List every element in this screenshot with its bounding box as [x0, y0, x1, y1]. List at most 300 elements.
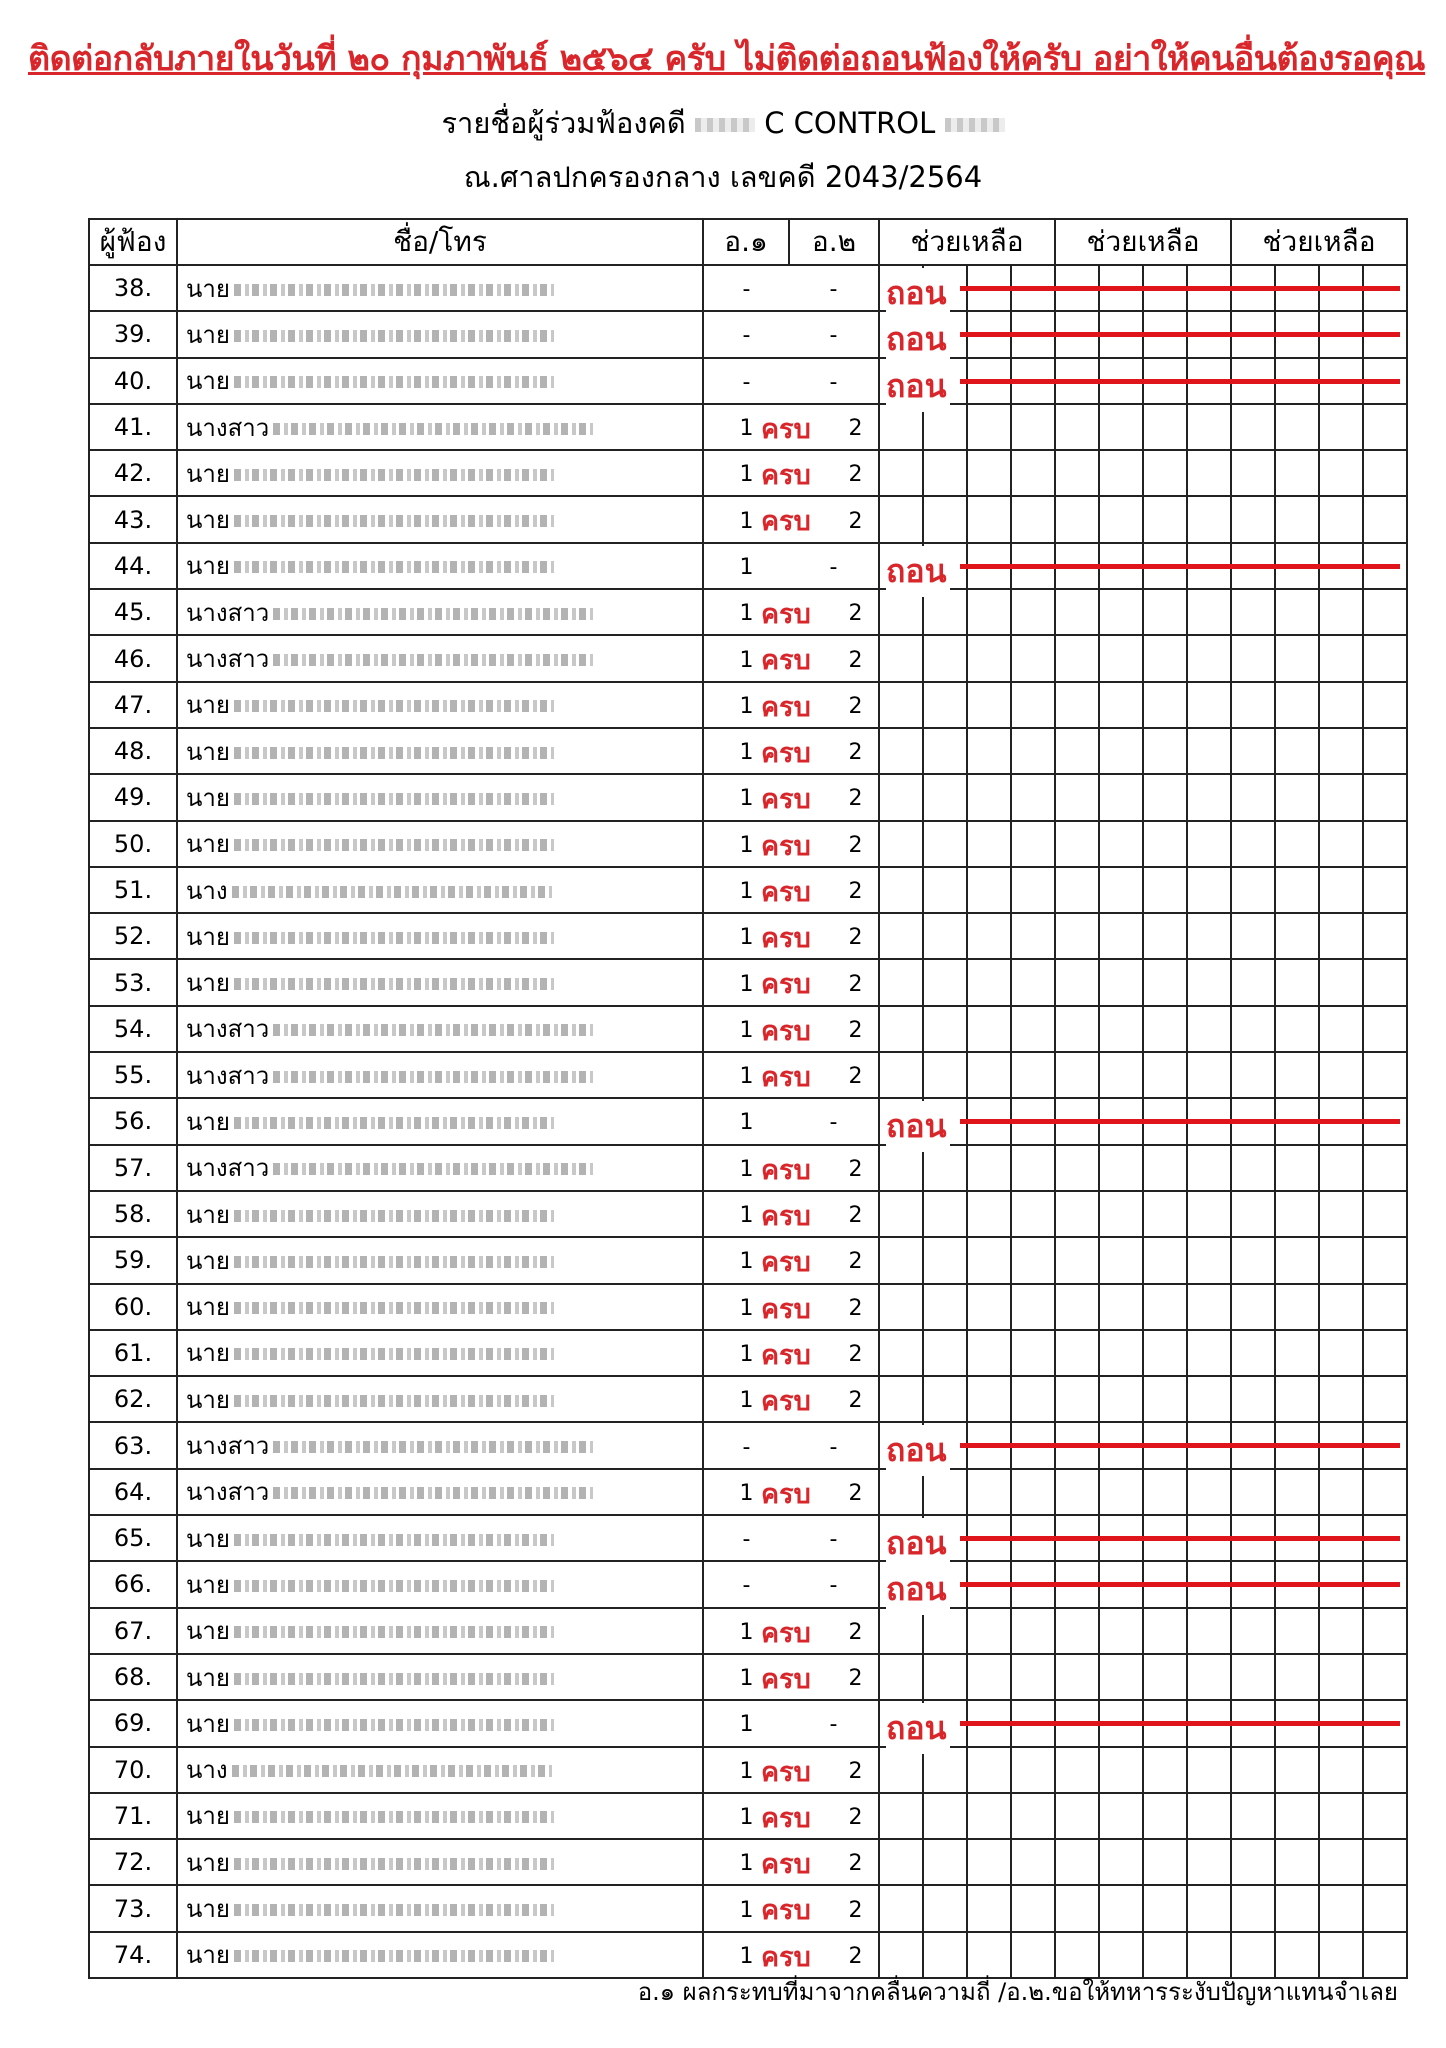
help-cell — [1143, 496, 1187, 542]
help-cell — [1319, 496, 1363, 542]
help-cell — [1099, 635, 1143, 681]
a1-value: 1 — [739, 1619, 754, 1645]
help-cell — [967, 1608, 1011, 1654]
withdraw-mark: ถอน — [886, 1564, 950, 1615]
redacted-name-phone — [234, 1302, 554, 1314]
help-cell — [967, 1654, 1011, 1700]
col-help-2: ช่วยเหลือ — [1055, 219, 1231, 265]
help-cell — [1055, 867, 1099, 913]
help-cell — [1187, 1191, 1231, 1237]
help-cell — [1099, 1006, 1143, 1052]
redacted-name-phone — [234, 1210, 554, 1222]
a2-cell — [761, 496, 879, 542]
a1-value: 1 — [739, 1897, 754, 1923]
table-row — [89, 1469, 1407, 1515]
complete-mark: ครบ — [761, 737, 811, 769]
a1-value: 1 — [739, 925, 754, 951]
redacted-name-phone — [234, 1117, 554, 1129]
title-prefix: นาย — [186, 1848, 230, 1877]
col-help-3: ช่วยเหลือ — [1231, 219, 1407, 265]
help-cell — [1143, 1469, 1187, 1515]
help-cell — [1055, 1145, 1099, 1191]
withdraw-mark: ถอน — [886, 1425, 950, 1476]
a2-cell — [789, 1700, 879, 1746]
help-cell — [1143, 450, 1187, 496]
help-cell — [1011, 682, 1055, 728]
help-cell — [1011, 913, 1055, 959]
redacted-name-phone — [234, 1719, 554, 1731]
plaintiff-number: 46. — [89, 635, 177, 681]
a2-cell — [789, 311, 879, 357]
plaintiff-table — [88, 218, 1408, 1979]
help-cell — [1363, 404, 1407, 450]
a2-value: 2 — [848, 1897, 863, 1923]
a1-value: 1 — [739, 1388, 754, 1414]
complete-mark: ครบ — [761, 830, 811, 862]
table-row — [89, 358, 1407, 404]
help-cell — [1099, 1469, 1143, 1515]
help-cell — [1275, 1608, 1319, 1654]
a2-cell — [761, 1793, 879, 1839]
help-cell — [1363, 450, 1407, 496]
complete-mark: ครบ — [761, 1015, 811, 1047]
plaintiff-number: 60. — [89, 1284, 177, 1330]
a1-value: 1 — [739, 832, 754, 858]
help-cell — [1011, 1376, 1055, 1422]
help-cell — [1055, 1237, 1099, 1283]
name-phone-cell — [177, 774, 703, 820]
help-cell — [1011, 821, 1055, 867]
help-cell — [1275, 1654, 1319, 1700]
table-row — [89, 1098, 1407, 1144]
a2-value: 2 — [848, 1203, 863, 1229]
a2-value: 2 — [848, 508, 863, 534]
table-header — [89, 219, 1407, 265]
help-cell — [1099, 404, 1143, 450]
table-row — [89, 543, 1407, 589]
help-cell — [967, 959, 1011, 1005]
help-cell — [1319, 1885, 1363, 1931]
help-cell — [1275, 913, 1319, 959]
help-cell — [1319, 404, 1363, 450]
a1-value: 1 — [739, 1480, 754, 1506]
help-cell — [1055, 496, 1099, 542]
help-cell — [967, 1469, 1011, 1515]
table-row — [89, 1376, 1407, 1422]
help-cell — [1143, 1006, 1187, 1052]
help-cell — [1231, 1284, 1275, 1330]
help-cell — [1011, 728, 1055, 774]
help-cell — [1099, 1608, 1143, 1654]
help-cell — [1187, 1330, 1231, 1376]
help-cell — [967, 1330, 1011, 1376]
table-row — [89, 1422, 1407, 1468]
help-cell — [923, 821, 967, 867]
help-cell — [1187, 1052, 1231, 1098]
table-row — [89, 682, 1407, 728]
strike-line — [960, 1582, 1400, 1587]
a2-cell — [761, 959, 879, 1005]
help-cell — [923, 1654, 967, 1700]
help-cell — [879, 1700, 947, 1748]
a1-value: 1 — [739, 508, 754, 534]
help-cell — [1363, 589, 1407, 635]
a1-value: 1 — [739, 1203, 754, 1229]
redacted-name-phone — [234, 561, 554, 573]
redacted-name-phone — [234, 515, 554, 527]
table-row — [89, 1237, 1407, 1283]
title-prefix: นาง — [186, 876, 228, 905]
help-cell — [1099, 1747, 1143, 1793]
help-cell — [1319, 774, 1363, 820]
a1-cell — [703, 1098, 789, 1144]
help-cell — [1319, 1608, 1363, 1654]
help-cell — [1055, 1747, 1099, 1793]
help-cell — [1319, 1376, 1363, 1422]
help-cell — [1231, 682, 1275, 728]
help-cell — [1319, 1469, 1363, 1515]
help-cell — [1143, 1839, 1187, 1885]
redacted-text — [695, 118, 755, 132]
help-cell — [1231, 1654, 1275, 1700]
help-cell — [1011, 1237, 1055, 1283]
help-cell — [1319, 728, 1363, 774]
help-cell — [1187, 959, 1231, 1005]
help-cell — [1363, 867, 1407, 913]
redacted-name-phone — [232, 886, 552, 898]
help-cell — [923, 682, 967, 728]
help-cell — [1231, 913, 1275, 959]
name-phone-cell — [177, 589, 703, 635]
help-cell — [1275, 496, 1319, 542]
help-cell — [1319, 1191, 1363, 1237]
plaintiff-number: 40. — [89, 358, 177, 404]
help-cell — [923, 1839, 967, 1885]
help-cell — [967, 821, 1011, 867]
name-phone-cell — [177, 450, 703, 496]
help-cell — [1011, 867, 1055, 913]
help-cell — [1275, 867, 1319, 913]
complete-mark: ครบ — [761, 1478, 811, 1510]
help-cell — [1275, 589, 1319, 635]
plaintiff-number: 39. — [89, 311, 177, 357]
help-cell — [1363, 728, 1407, 774]
a2-value: 2 — [848, 1295, 863, 1321]
help-cell — [1055, 1284, 1099, 1330]
help-cell — [1187, 1376, 1231, 1422]
help-cell — [1275, 1330, 1319, 1376]
help-cell — [1055, 821, 1099, 867]
title-prefix: นาย — [186, 1339, 230, 1368]
help-cell — [1099, 959, 1143, 1005]
a2-cell — [761, 1469, 879, 1515]
redacted-name-phone — [273, 1024, 593, 1036]
plaintiff-number: 49. — [89, 774, 177, 820]
complete-mark: ครบ — [761, 923, 811, 955]
table-row — [89, 635, 1407, 681]
a1-value: 1 — [739, 879, 754, 904]
help-cell — [1231, 1469, 1275, 1515]
help-cell — [1099, 867, 1143, 913]
title-prefix: นาย — [186, 1107, 230, 1136]
name-phone-cell — [177, 959, 703, 1005]
strike-line — [960, 332, 1400, 337]
help-cell — [1011, 496, 1055, 542]
help-cell — [1143, 1885, 1187, 1931]
redacted-name-phone — [273, 608, 593, 620]
table-row — [89, 774, 1407, 820]
plaintiff-number: 69. — [89, 1700, 177, 1746]
table-row — [89, 450, 1407, 496]
redacted-name-phone — [234, 1950, 554, 1962]
redacted-name-phone — [234, 1673, 554, 1685]
table-row — [89, 1608, 1407, 1654]
complete-mark: ครบ — [761, 1154, 811, 1186]
a2-value: 2 — [848, 1851, 863, 1877]
help-cell — [967, 1052, 1011, 1098]
a1-cell — [703, 358, 789, 404]
help-cell — [967, 682, 1011, 728]
withdraw-mark: ถอน — [886, 546, 950, 597]
help-cell — [1319, 1330, 1363, 1376]
plaintiff-number: 51. — [89, 867, 177, 913]
complete-mark: ครบ — [761, 1663, 811, 1695]
help-cell — [1011, 589, 1055, 635]
strike-line — [960, 286, 1400, 291]
help-cell — [1055, 1885, 1099, 1931]
help-cell — [1187, 1284, 1231, 1330]
table-row — [89, 821, 1407, 867]
plaintiff-number: 48. — [89, 728, 177, 774]
help-cell — [1099, 1654, 1143, 1700]
help-cell — [1231, 404, 1275, 450]
a2-cell — [761, 1839, 879, 1885]
case-number: ณ.ศาลปกครองกลาง เลขคดี 2043/2564 — [463, 160, 983, 194]
help-cell — [923, 1006, 967, 1052]
help-cell — [1187, 728, 1231, 774]
a1-value: 1 — [739, 1064, 754, 1090]
help-cell — [1319, 1654, 1363, 1700]
title-prefix: นาง — [186, 1756, 228, 1785]
help-cell — [967, 728, 1011, 774]
help-cell — [1319, 821, 1363, 867]
plaintiff-number: 43. — [89, 496, 177, 542]
strike-line — [960, 1721, 1400, 1726]
complete-mark: ครบ — [761, 645, 811, 677]
plaintiff-number: 65. — [89, 1515, 177, 1561]
notice-banner: ติดต่อกลับภายในวันที่ ๒๐ กุมภาพันธ์ ๒๕๖๔ ครับ ไม่ติดต่อถอนฟ้องให้ครับ อย่าให้คนอื่นต้องรอคุณ — [28, 39, 1426, 79]
help-cell — [923, 774, 967, 820]
table-row — [89, 1561, 1407, 1607]
help-cell — [1143, 1145, 1187, 1191]
help-cell — [1319, 635, 1363, 681]
a1-value: 1 — [739, 647, 754, 673]
help-cell — [1275, 404, 1319, 450]
help-cell — [1011, 1284, 1055, 1330]
title-prefix: นาย — [186, 1895, 230, 1924]
help-cell — [1055, 1006, 1099, 1052]
plaintiff-number: 42. — [89, 450, 177, 496]
help-cell — [1187, 404, 1231, 450]
help-cell — [1143, 635, 1187, 681]
redacted-name-phone — [234, 932, 554, 944]
a2-cell — [761, 1284, 879, 1330]
help-cell — [1011, 1747, 1055, 1793]
help-cell — [1011, 1793, 1055, 1839]
help-cell — [1055, 1330, 1099, 1376]
a2-value: 2 — [848, 1804, 863, 1830]
a1-value: 1 — [739, 1110, 754, 1136]
a1-value: 1 — [739, 1804, 754, 1830]
a1-value: 1 — [739, 971, 754, 997]
help-cell — [1143, 1237, 1187, 1283]
help-cell — [1275, 959, 1319, 1005]
a2-cell — [761, 450, 879, 496]
help-cell — [923, 635, 967, 681]
title-prefix: นางสาว — [186, 1061, 270, 1090]
help-cell — [967, 867, 1011, 913]
title-prefix: นาย — [186, 1200, 230, 1229]
name-phone-cell — [177, 404, 703, 450]
title-prefix: นาย — [186, 737, 230, 766]
help-cell — [1231, 1145, 1275, 1191]
a1-value: 1 — [739, 601, 754, 627]
a2-value: 2 — [848, 1341, 863, 1367]
a2-value: 2 — [848, 740, 863, 766]
a2-value: 2 — [848, 693, 863, 719]
title-prefix: นางสาว — [186, 1154, 270, 1183]
a1-cell — [703, 265, 789, 311]
a2-cell — [761, 913, 879, 959]
help-cell — [1231, 1885, 1275, 1931]
help-cell — [1363, 1284, 1407, 1330]
help-cell — [1319, 1006, 1363, 1052]
help-cell — [1099, 1191, 1143, 1237]
title-prefix: นาย — [186, 922, 230, 951]
name-phone-cell — [177, 1793, 703, 1839]
help-cell — [1099, 1237, 1143, 1283]
a1-value: 1 — [739, 1758, 754, 1784]
complete-mark: ครบ — [761, 1849, 811, 1881]
help-cell — [1143, 728, 1187, 774]
complete-mark: ครบ — [761, 1247, 811, 1279]
name-phone-cell — [177, 1608, 703, 1654]
a1-value: 1 — [739, 1295, 754, 1321]
help-cell — [1363, 1376, 1407, 1422]
a2-value: 2 — [848, 601, 863, 627]
table-row — [89, 913, 1407, 959]
help-cell — [1275, 728, 1319, 774]
a1-value: - — [742, 323, 751, 349]
help-cell — [1275, 774, 1319, 820]
help-cell — [879, 1515, 947, 1563]
help-cell — [967, 913, 1011, 959]
help-cell — [1275, 1191, 1319, 1237]
help-cell — [1231, 1793, 1275, 1839]
help-cell — [879, 1561, 947, 1609]
help-cell — [967, 1885, 1011, 1931]
name-phone-cell — [177, 913, 703, 959]
redacted-name-phone — [234, 839, 554, 851]
withdraw-mark: ถอน — [886, 314, 950, 365]
a2-cell — [789, 1561, 879, 1607]
a1-value: 1 — [739, 462, 754, 488]
help-cell — [1011, 404, 1055, 450]
help-cell — [1055, 589, 1099, 635]
help-cell — [1187, 1006, 1231, 1052]
help-cell — [967, 1376, 1011, 1422]
name-phone-cell — [177, 1885, 703, 1931]
help-cell — [1011, 450, 1055, 496]
name-phone-cell — [177, 635, 703, 681]
help-cell — [879, 682, 923, 728]
title-prefix: นาย — [186, 1385, 230, 1414]
a1-value: 1 — [739, 1943, 754, 1969]
plaintiff-number: 53. — [89, 959, 177, 1005]
help-cell — [1055, 1191, 1099, 1237]
help-cell — [1231, 635, 1275, 681]
help-cell — [1363, 1608, 1407, 1654]
a2-value: - — [829, 277, 838, 303]
plaintiff-number: 57. — [89, 1145, 177, 1191]
help-cell — [1099, 1839, 1143, 1885]
help-cell — [879, 1330, 923, 1376]
redacted-name-phone — [273, 654, 593, 666]
help-cell — [1011, 1191, 1055, 1237]
help-cell — [1099, 682, 1143, 728]
name-phone-cell — [177, 1284, 703, 1330]
help-cell — [1011, 1006, 1055, 1052]
help-cell — [1363, 1237, 1407, 1283]
help-cell — [1187, 1654, 1231, 1700]
withdraw-mark: ถอน — [886, 1518, 950, 1569]
help-cell — [879, 1422, 947, 1470]
plaintiff-number: 64. — [89, 1469, 177, 1515]
redacted-name-phone — [234, 1256, 554, 1268]
a2-cell — [761, 1330, 879, 1376]
a2-value: - — [829, 1527, 838, 1553]
a1-value: 1 — [739, 740, 754, 766]
help-cell — [1231, 959, 1275, 1005]
help-cell — [1055, 913, 1099, 959]
a2-cell — [761, 1006, 879, 1052]
help-cell — [923, 1284, 967, 1330]
help-cell — [923, 1793, 967, 1839]
help-cell — [1231, 1839, 1275, 1885]
redacted-name-phone — [234, 1811, 554, 1823]
help-cell — [1099, 450, 1143, 496]
plaintiff-number: 44. — [89, 543, 177, 589]
name-phone-cell — [177, 682, 703, 728]
withdraw-mark: ถอน — [886, 1101, 950, 1152]
plaintiff-number: 47. — [89, 682, 177, 728]
a2-value: - — [829, 1434, 838, 1460]
plaintiff-number: 61. — [89, 1330, 177, 1376]
name-phone-cell — [177, 496, 703, 542]
help-cell — [1231, 589, 1275, 635]
help-cell — [1231, 496, 1275, 542]
redacted-name-phone — [234, 1534, 554, 1546]
name-phone-cell — [177, 1006, 703, 1052]
title-prefix: นาย — [186, 969, 230, 998]
help-cell — [1099, 1376, 1143, 1422]
complete-mark: ครบ — [761, 1200, 811, 1232]
help-cell — [1363, 1839, 1407, 1885]
name-phone-cell — [177, 867, 703, 913]
help-cell — [1187, 682, 1231, 728]
help-cell — [879, 1191, 923, 1237]
help-cell — [967, 1145, 1011, 1191]
